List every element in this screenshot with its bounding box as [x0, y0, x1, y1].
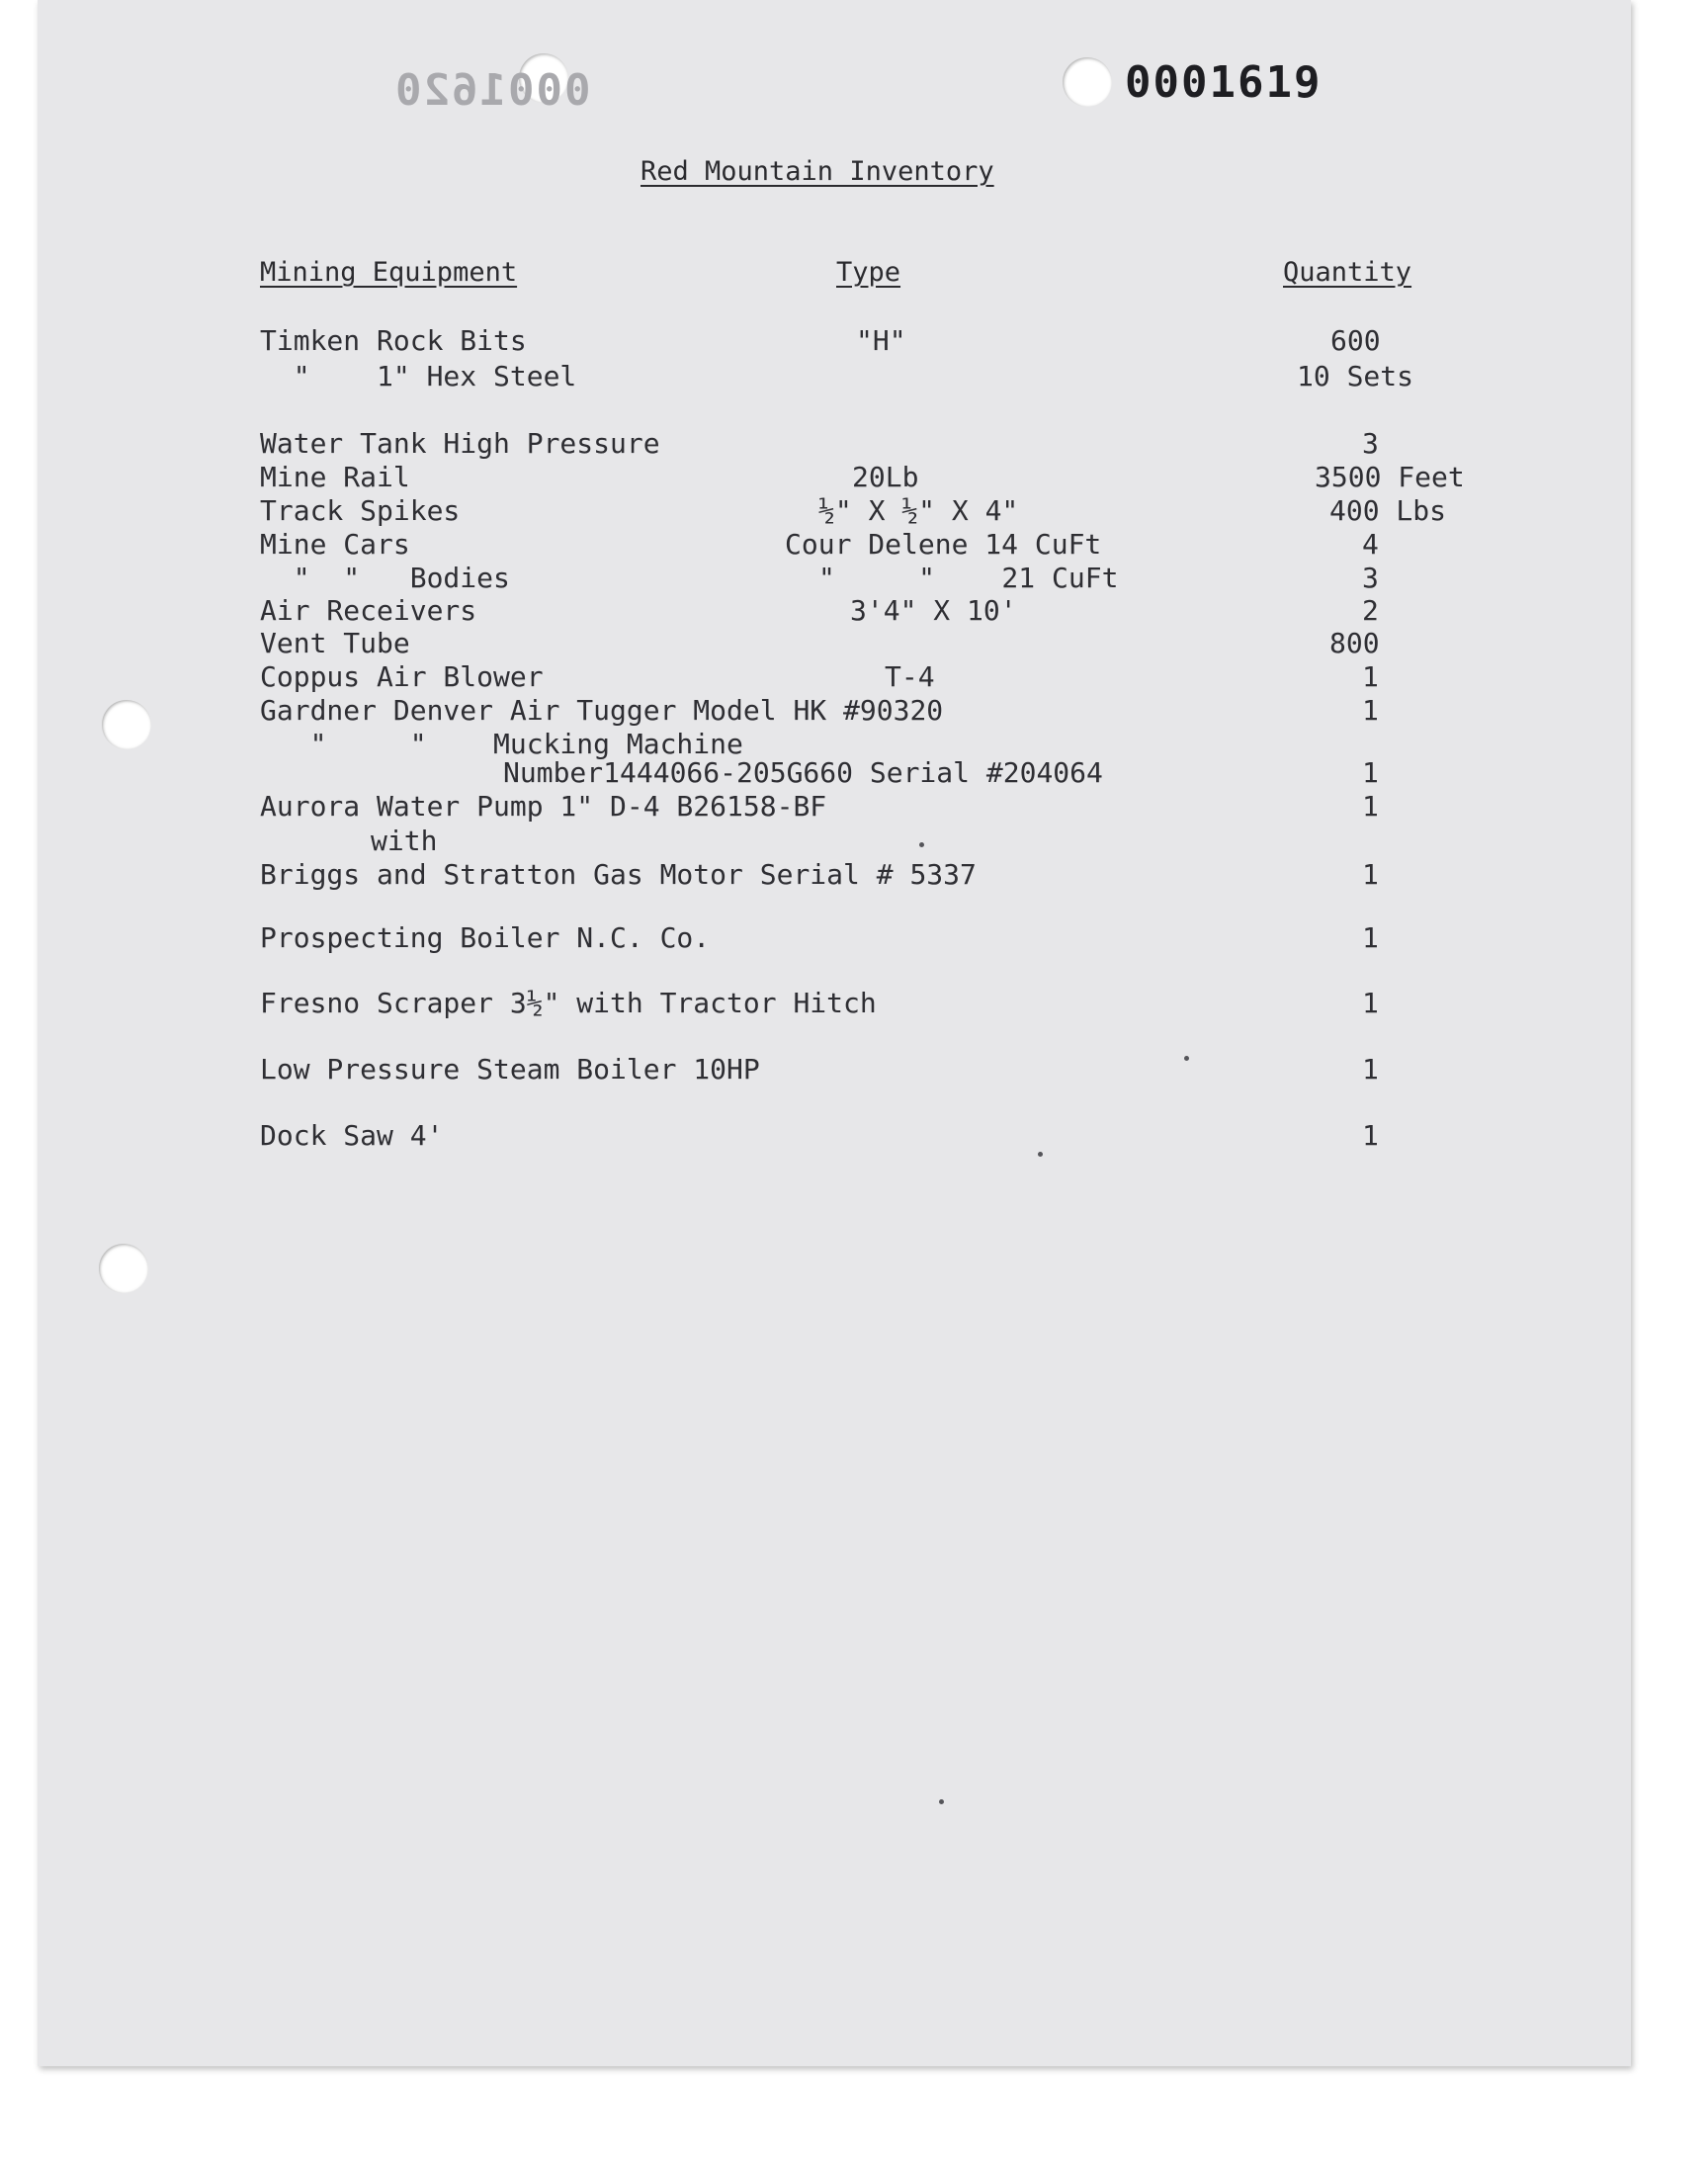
table-row: [0, 790, 1708, 824]
row-quantity: 1: [1362, 660, 1379, 693]
paper-speck: [939, 1799, 944, 1804]
row-item: Coppus Air Blower: [260, 660, 544, 693]
row-quantity: 1: [1362, 694, 1379, 727]
header-quantity: Quantity: [1283, 257, 1412, 288]
punch-hole-side-lower: [99, 1244, 148, 1293]
row-item: Fresno Scraper 3½" with Tractor Hitch: [260, 987, 877, 1019]
row-item: " " Mucking Machine: [260, 728, 743, 760]
document-number-stamp: 0001619: [1125, 57, 1323, 108]
bleed-through-stamp: 0001620: [393, 65, 591, 116]
row-item: Dock Saw 4': [260, 1119, 444, 1152]
paper-speck: [919, 842, 924, 847]
table-row: [0, 921, 1708, 955]
table-row: [0, 324, 1708, 358]
row-quantity: 1: [1362, 921, 1379, 954]
row-item: Gardner Denver Air Tugger Model HK #90320: [260, 694, 944, 727]
table-row: [0, 494, 1708, 528]
paper-speck: [1184, 1056, 1189, 1061]
row-item: Aurora Water Pump 1" D-4 B26158-BF: [260, 790, 827, 823]
row-type: ½" X ½" X 4": [818, 494, 1019, 527]
row-item: Low Pressure Steam Boiler 10HP: [260, 1053, 760, 1086]
header-equipment: Mining Equipment: [260, 257, 518, 288]
row-item: Number1444066-205G660 Serial #204064: [503, 756, 1103, 789]
table-row: [0, 594, 1708, 628]
table-row: [0, 756, 1708, 790]
document-title: Red Mountain Inventory: [640, 156, 994, 187]
table-row: [0, 660, 1708, 694]
row-quantity: 1: [1362, 790, 1379, 823]
row-item: " 1" Hex Steel: [260, 360, 577, 392]
table-row: [0, 427, 1708, 461]
row-item: Mine Rail: [260, 461, 410, 493]
table-row: [0, 825, 1708, 858]
table-row: [0, 360, 1708, 393]
table-row: [0, 528, 1708, 562]
row-quantity: 3500 Feet: [1315, 461, 1465, 493]
row-item: Timken Rock Bits: [260, 324, 527, 357]
row-type: Cour Delene 14 CuFt: [785, 528, 1102, 561]
table-row: [0, 562, 1708, 595]
table-row: [0, 461, 1708, 494]
document-sheet: [38, 0, 1631, 2066]
row-quantity: 1: [1362, 987, 1379, 1019]
table-row: [0, 858, 1708, 892]
table-row: [0, 1119, 1708, 1153]
row-item: Prospecting Boiler N.C. Co.: [260, 921, 711, 954]
row-quantity: 3: [1362, 427, 1379, 460]
row-quantity: 1: [1362, 1053, 1379, 1086]
row-item: Vent Tube: [260, 627, 410, 659]
row-quantity: 10 Sets: [1297, 360, 1414, 392]
table-row: [0, 627, 1708, 660]
table-row: [0, 694, 1708, 728]
row-item: " " Bodies: [260, 562, 510, 594]
row-quantity: 1: [1362, 756, 1379, 789]
row-item: Water Tank High Pressure: [260, 427, 660, 460]
table-row: [0, 987, 1708, 1020]
row-item: Mine Cars: [260, 528, 410, 561]
paper-speck: [1038, 1152, 1043, 1157]
row-quantity: 600: [1330, 324, 1381, 357]
row-type: T-4: [885, 660, 935, 693]
row-quantity: 4: [1362, 528, 1379, 561]
row-quantity: 800: [1329, 627, 1380, 659]
row-type: 3'4" X 10': [850, 594, 1017, 627]
row-item: Briggs and Stratton Gas Motor Serial # 5337: [260, 858, 977, 891]
row-item: Air Receivers: [260, 594, 477, 627]
row-type: " " 21 CuFt: [818, 562, 1119, 594]
row-type: "H": [856, 324, 906, 357]
row-quantity: 1: [1362, 858, 1379, 891]
row-item: with: [371, 825, 438, 857]
row-quantity: 2: [1362, 594, 1379, 627]
row-type: 20Lb: [852, 461, 919, 493]
row-item: Track Spikes: [260, 494, 461, 527]
row-quantity: 400 Lbs: [1329, 494, 1447, 527]
header-type: Type: [836, 257, 901, 288]
punch-hole-top-right: [1063, 57, 1112, 107]
row-quantity: 3: [1362, 562, 1379, 594]
table-row: [0, 1053, 1708, 1087]
row-quantity: 1: [1362, 1119, 1379, 1152]
